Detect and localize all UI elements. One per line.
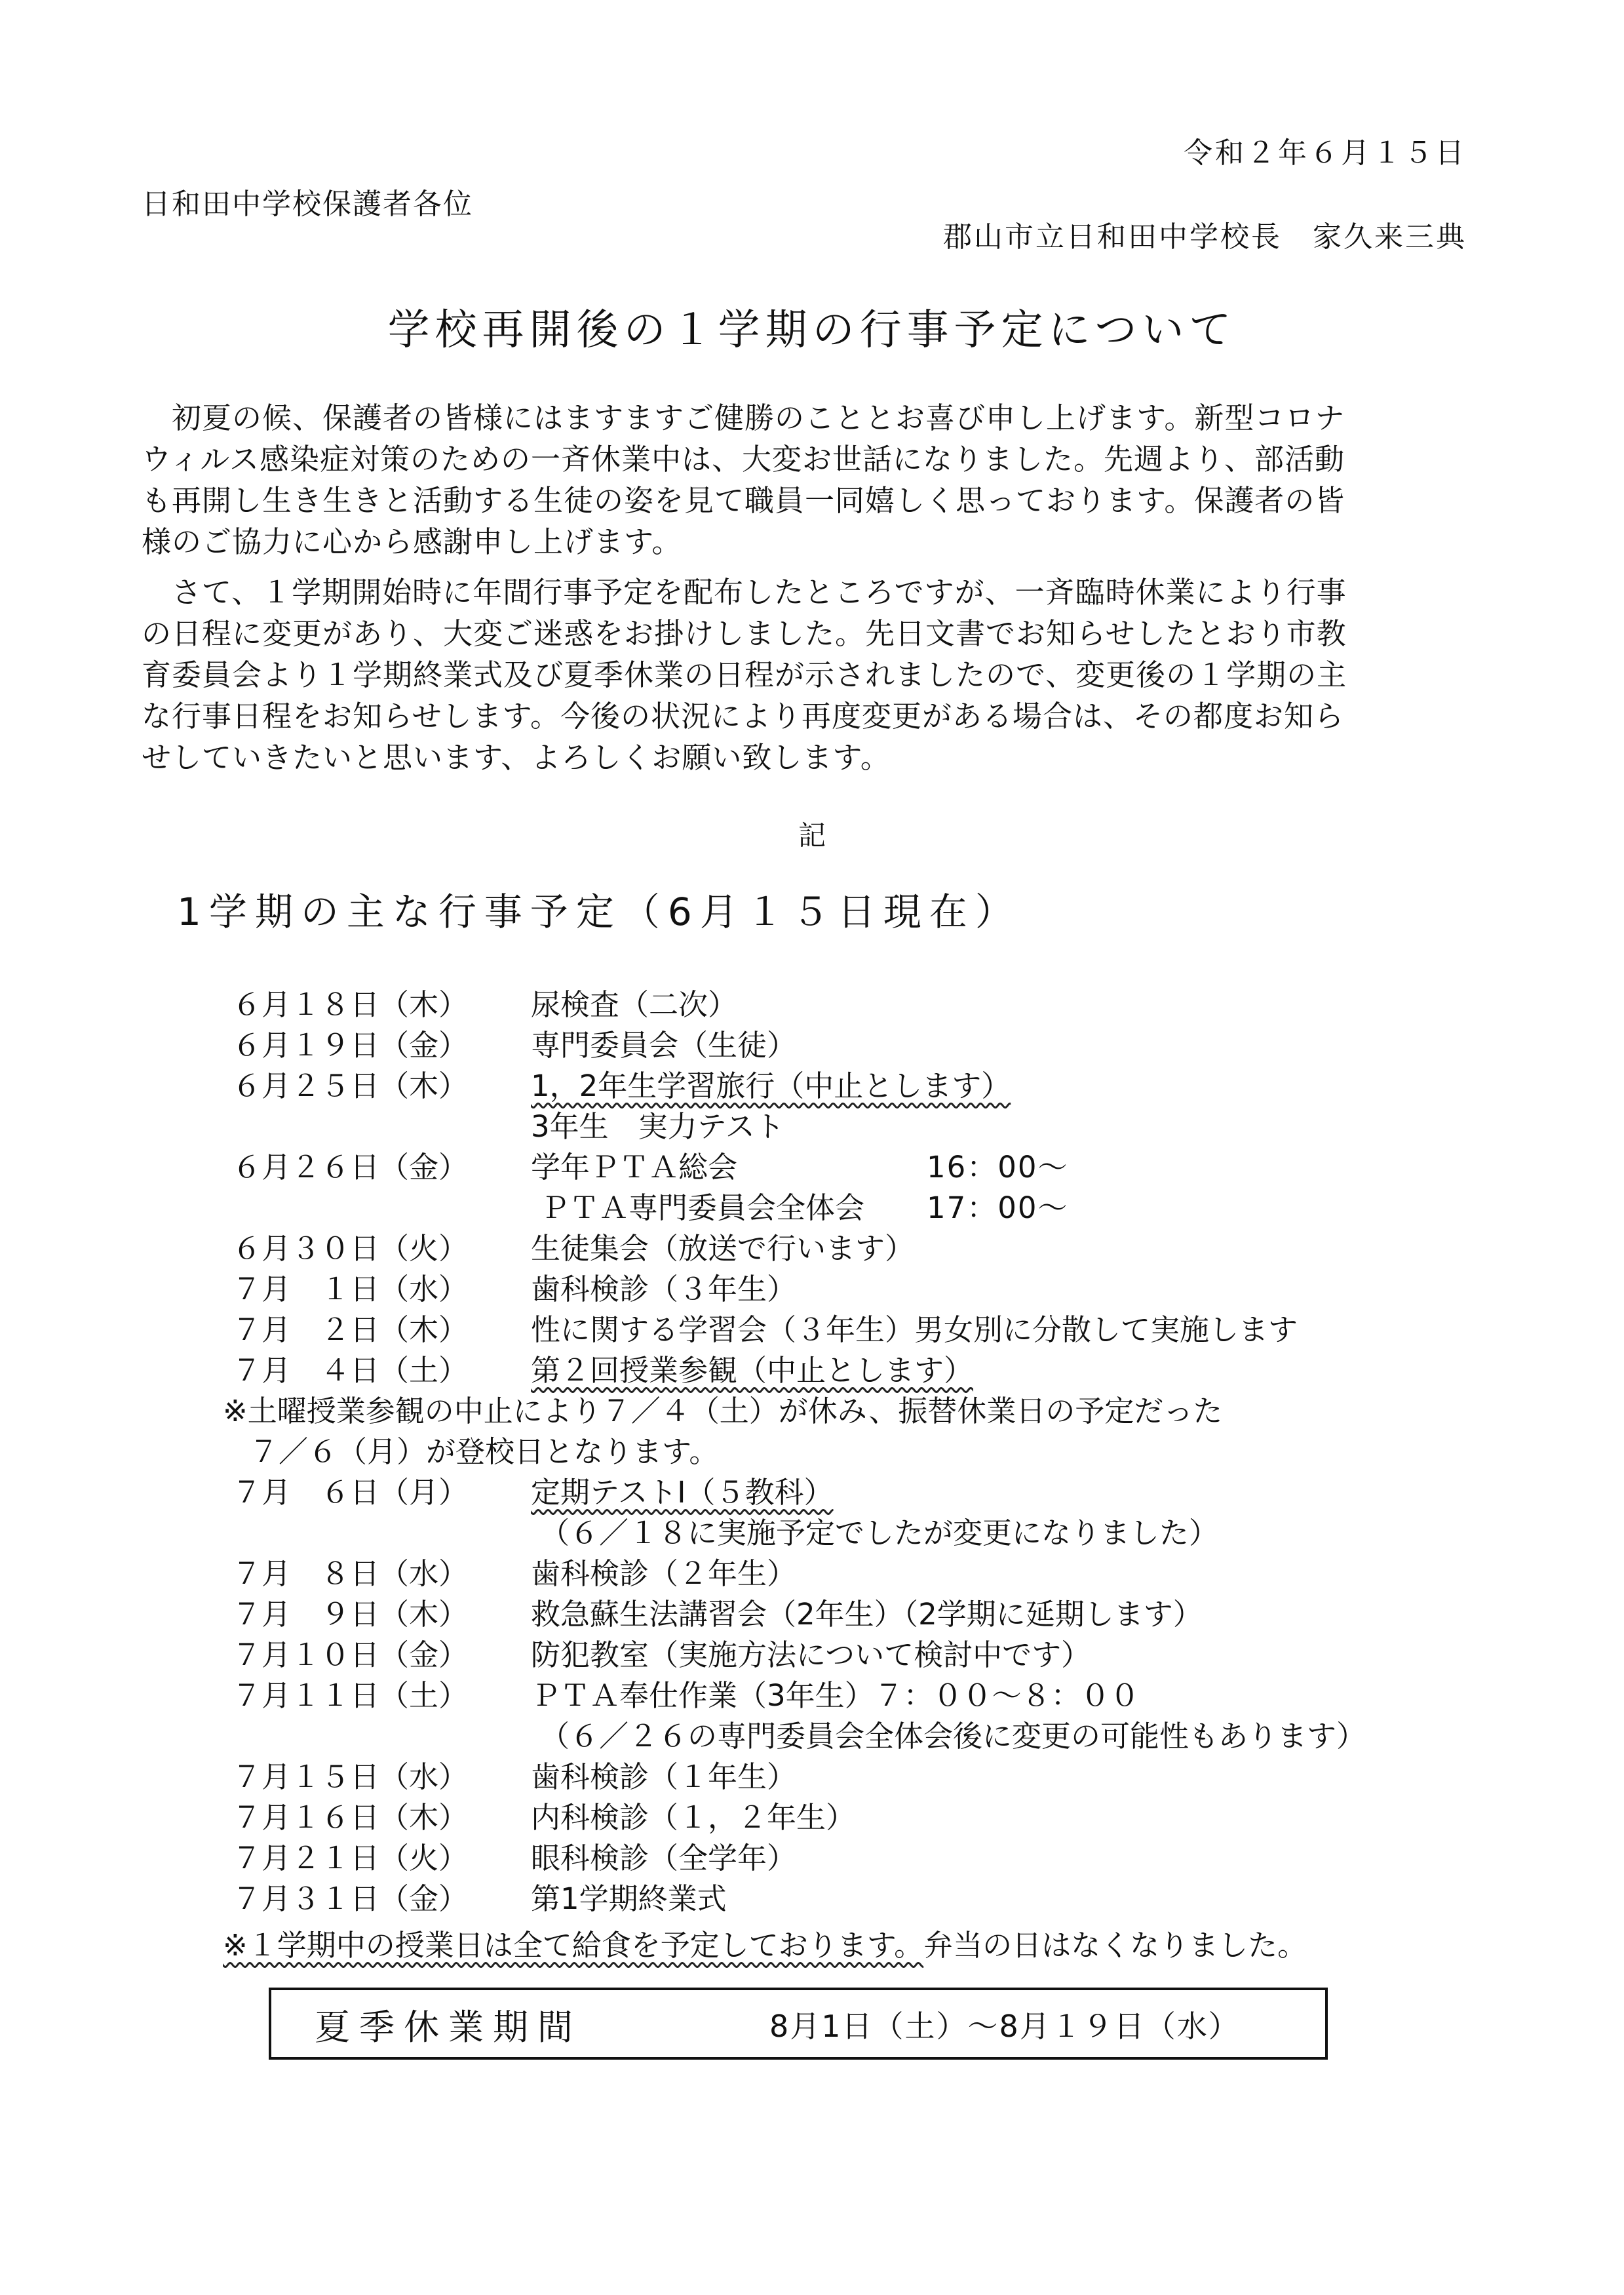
schedule-row: [232, 1676, 1543, 1716]
paragraph-line: の日程に変更があり、大変ご迷惑をお掛けしました。先日文書でお知らせしたとおり市教: [142, 616, 1347, 651]
schedule-event: 内科検診（１，２年生）: [531, 1800, 856, 1835]
schedule-date: ６月２５日（木）: [232, 1069, 469, 1103]
paragraph-line: 初夏の候、保護者の皆様にはますますご健勝のこととお喜び申し上げます。新型コロナ: [142, 401, 1345, 435]
schedule-date: ７月 １日（水）: [232, 1272, 469, 1306]
schedule-event: 学年ＰＴＡ総会: [531, 1150, 738, 1185]
schedule-row: [232, 1310, 1543, 1350]
schedule-heading: 1学期の主な行事予定（6月１５日現在）: [177, 890, 1021, 934]
schedule-row: [232, 1716, 1543, 1757]
schedule-event: 尿検査（二次）: [531, 987, 738, 1022]
schedule-event: 定期テストⅠ（５教科）: [531, 1475, 834, 1510]
greeting-paragraph: [142, 397, 1472, 562]
schedule-date: ７月 ９日（木）: [232, 1597, 469, 1632]
schedule-note-row: [223, 1391, 1543, 1432]
schedule-event: 歯科検診（２年生）: [531, 1556, 797, 1591]
schedule-event: 歯科検診（１年生）: [531, 1759, 797, 1794]
paragraph-line: ウィルス感染症対策のための一斉休業中は、大変お世話になりました。先週より、部活動: [142, 442, 1345, 477]
lunch-note-underlined: ※１学期中の授業日は全て給食を予定しております。: [223, 1928, 924, 1963]
schedule-event: 救急蘇生法講習会（2年生）（2学期に延期します）: [531, 1597, 1203, 1632]
schedule-row: [232, 1472, 1543, 1513]
schedule-date: ６月１８日（木）: [232, 987, 469, 1022]
schedule-row: [232, 1147, 1543, 1188]
issue-date: 令和２年６月１５日: [1184, 136, 1467, 170]
paragraph-line: も再開し生き生きと活動する生徒の姿を見て職員一同嬉しく思っております。保護者の皆: [142, 483, 1345, 518]
paragraph-line: な行事日程をお知らせします。今後の状況により再度変更がある場合は、その都度お知ら: [142, 699, 1345, 734]
schedule-date: ７月１５日（水）: [232, 1759, 469, 1794]
schedule-row: [232, 1838, 1543, 1879]
paragraph-line: 様のご協力に心から感謝申し上げます。: [142, 524, 682, 559]
schedule-row: [232, 1025, 1543, 1066]
schedule-list: [223, 985, 1543, 1919]
sender: 郡山市立日和田中学校長 家久来三典: [943, 220, 1467, 254]
schedule-event: ＰＴＡ奉仕作業（3年生）７：００～８：００: [531, 1678, 1140, 1713]
schedule-time: 17：00～: [927, 1190, 1069, 1225]
schedule-row: [232, 1757, 1543, 1797]
addressee: 日和田中学校保護者各位: [142, 187, 473, 221]
schedule-date: ７月 ２日（木）: [232, 1312, 469, 1347]
schedule-date: ７月２１日（火）: [232, 1841, 469, 1875]
schedule-event: 第1学期終業式: [531, 1881, 727, 1916]
schedule-event: 3年生 実力テスト: [531, 1109, 784, 1144]
ki-marker: 記: [798, 819, 826, 852]
schedule-note: ※土曜授業参観の中止により７／４（土）が休み、振替休業日の予定だった: [223, 1394, 1223, 1428]
summer-vacation-dates: 8月1日（土）～8月１９日（水）: [769, 2009, 1240, 2044]
schedule-event: （６／２６の専門委員会全体会後に変更の可能性もあります）: [540, 1719, 1366, 1754]
schedule-event: 防犯教室（実施方法について検討中です）: [531, 1638, 1091, 1672]
schedule-row: [232, 1188, 1543, 1228]
schedule-row: [232, 1797, 1543, 1838]
schedule-event: ＰＴＡ専門委員会全体会: [540, 1190, 865, 1225]
summer-vacation-box: [269, 1988, 1328, 2060]
schedule-event: （６／１８に実施予定でしたが変更になりました）: [540, 1516, 1219, 1550]
schedule-time: 16：00～: [927, 1150, 1069, 1185]
schedule-date: ７月１０日（金）: [232, 1638, 469, 1672]
schedule-row: [232, 1066, 1543, 1107]
schedule-row: [232, 1879, 1543, 1919]
lunch-note: [223, 1925, 1307, 1966]
schedule-date: ７月 ８日（水）: [232, 1556, 469, 1591]
schedule-event: 眼科検診（全学年）: [531, 1841, 797, 1875]
notice-paragraph: [142, 572, 1472, 778]
paragraph-line: せしていきたいと思います、よろしくお願い致します。: [142, 740, 891, 775]
schedule-event: 第２回授業参観（中止とします）: [531, 1353, 974, 1388]
schedule-row: [232, 1228, 1543, 1269]
schedule-row: [232, 1269, 1543, 1310]
schedule-event: 性に関する学習会（３年生）男女別に分散して実施します: [531, 1312, 1298, 1347]
schedule-date: ６月３０日（火）: [232, 1231, 469, 1266]
schedule-row: [232, 1554, 1543, 1594]
schedule-date: ７月１１日（土）: [232, 1678, 469, 1713]
schedule-note-row: [223, 1432, 1543, 1472]
schedule-row: [232, 1513, 1543, 1554]
schedule-date: ７月３１日（金）: [232, 1881, 469, 1916]
schedule-date: ７月１６日（木）: [232, 1800, 469, 1835]
schedule-row: [232, 1350, 1543, 1391]
schedule-date: ６月１９日（金）: [232, 1028, 469, 1063]
schedule-row: [232, 985, 1543, 1025]
schedule-event: 1，2年生学習旅行（中止とします）: [531, 1069, 1011, 1103]
schedule-row: [232, 1635, 1543, 1676]
summer-vacation-label: 夏季休業期間: [315, 2007, 582, 2048]
schedule-date: ７月 ６日（月）: [232, 1475, 469, 1510]
schedule-event: 生徒集会（放送で行います）: [531, 1231, 915, 1266]
schedule-date: ６月２６日（金）: [232, 1150, 469, 1185]
schedule-event: 専門委員会（生徒）: [531, 1028, 797, 1063]
paragraph-line: さて、１学期開始時に年間行事予定を配布したところですが、一斉臨時休業により行事: [142, 575, 1347, 610]
paragraph-line: 育委員会より１学期終業式及び夏季休業の日程が示されましたので、変更後の１学期の主: [142, 657, 1347, 692]
schedule-row: [232, 1594, 1543, 1635]
lunch-note-rest: 弁当の日はなくなりました。: [923, 1928, 1307, 1963]
schedule-date: ７月 ４日（土）: [232, 1353, 469, 1388]
schedule-note: ７／６（月）が登校日となります。: [249, 1434, 719, 1469]
schedule-event: 歯科検診（３年生）: [531, 1272, 797, 1306]
schedule-row: [232, 1107, 1543, 1147]
document-title: 学校再開後の１学期の行事予定について: [387, 306, 1237, 355]
